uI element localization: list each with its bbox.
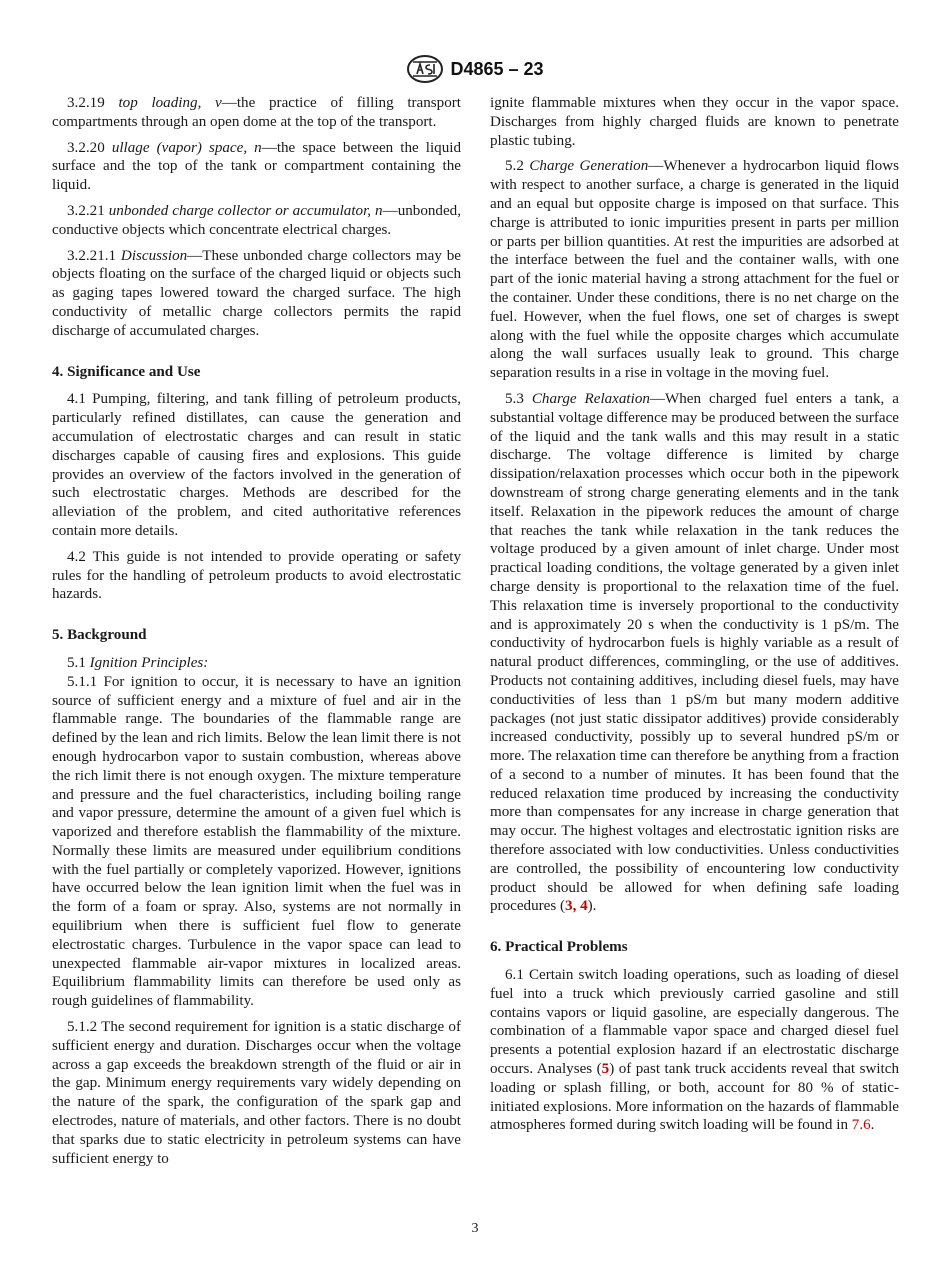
para-5-1-2-continued: ignite flammable mixtures when they occur in the vapor space. Discharges from highly charged fluids are known to penetrate plastic tubing. (490, 95, 899, 149)
para-3-2-21-1: 3.2.21.1 Discussion—These unbonded charge collectors may be objects floating on the surface of the charged liquid or objects such as gaging tapes lowered toward the charged surface. The high conductivity of metallic charge collectors permits the rapid discharge of accumulated charges. (52, 247, 461, 339)
reference-link-4[interactable]: 4 (580, 898, 588, 915)
reference-link-5[interactable]: 5 (601, 1061, 610, 1078)
page-number: 3 (471, 1221, 479, 1236)
para-3-2-20: 3.2.20 ullage (vapor) space, n—the space between the liquid surface and the top of the tank or compartment containing the liquid. (52, 139, 461, 194)
para-4-1: 4.1 Pumping, filtering, and tank filling of petroleum products, particularly refined distillates, can cause the generation and accumulation of electrostatic charges and can result in static discharges capable of causing fires and explosions. This guide provides an overview of the factors involved in the generation of such electrostatic charges. Methods are described for the alleviation of the problem, and cited authoritative references contain more details. (52, 391, 461, 539)
para-5-2: 5.2 Charge Generation—Whenever a hydrocarbon liquid flows with respect to another surface, a charge is generated in the liquid and an equal but opposite charge is imposed on that surface. This charge is attributed to ionic impurities present in parts per million or parts per billion quantities. At rest the impurities are adsorbed at the interface between the fuel and the container walls, with one part of the ionic material having a strong attachment for the fuel or the container. Under these conditions, there is no net charge on the fuel. However, when the fuel flows, one set of charges is swept along with the fuel while the opposite charges which accumulate along the wall surfaces usually leak to ground. This charge separation results in a rise in voltage in the moving fuel. (490, 158, 899, 382)
para-5-1-2: 5.1.2 The second requirement for ignition is a static discharge of sufficient energy and duration. Discharges occur when the voltage across a gap exceeds the breakdown strength of the fluid or air in the gap. Minimum energy requirements vary widely depending on the nature of the spark, the configuration of the spark gap and electrodes, nature of materials, and other factors. There is no doubt that sparks due to static electricity in petroleum systems can have sufficient energy to (52, 1019, 461, 1167)
section-5-heading: 5. Background (52, 627, 147, 644)
left-column (52, 94, 461, 1175)
para-3-2-19: 3.2.19 top loading, v—the practice of filling transport compartments through an open dome at the top of the transport. (52, 95, 461, 130)
cross-reference-7-6[interactable]: 7.6 (851, 1117, 871, 1134)
page-header (0, 52, 950, 86)
document-id: D4865 – 23 (450, 58, 544, 79)
right-column (490, 94, 899, 1142)
para-4-2: 4.2 This guide is not intended to provide operating or safety rules for the handling of petroleum products to avoid electrostatic hazards. (52, 548, 461, 603)
reference-link-3[interactable]: 3 (565, 898, 573, 915)
para-5-1: 5.1 Ignition Principles: (67, 654, 209, 671)
para-5-3: 5.3 Charge Relaxation—When charged fuel enters a tank, a substantial voltage difference may be produced between the surface of the liquid and the tank walls and this may result in a static discharge. The voltage difference is limited by charge dissipation/relaxation processes which occur both in the pipework downstream of strong charge generating elements and in the tank itself. Relaxation in the pipework reduces the amount of charge that reaches the tank while relaxation in the tank reduces the voltage produced by a given amount of inlet charge. Under most practical loading conditions, the voltage generated by a given inlet charge density is proportional to the relaxation time of the fuel. This relaxation time is inversely proportional to the conductivity and is approximately 20 s when the conductivity is 1 pS/m. The conductivity of hydrocarbon fuels is highly variable as a result of natural product differences, commingling, or the use of additives. Products not containing additives, including diesel fuels, may have conductivities of less than 1 pS/m but many modern additive packages (not just static dissipator additives) provide considerably increased conductivity, possibly up to several hundred pS/m or more. The relaxation time can therefore be anything from a fraction of a second to a number of minutes. It has been found that the reduced relaxation time produced by increasing the conductivity more than compensates for any increase in charge generation that may occur. The highest voltages and electrostatic ignition risks are therefore associated with low conductivities. Unless conductivities are controlled, the possibility of encountering low conductivity product should be allowed for when defining safe loading procedures (3, 4). (490, 390, 899, 915)
astm-logo-icon (406, 54, 444, 84)
para-6-1: 6.1 Certain switch loading operations, such as loading of diesel fuel into a truck which previously carried gasoline and still contains vapors or liquid gasoline, are especially dangerous. The combination of a flammable vapor space and charged diesel fuel presents a potential explosion hazard if an electrostatic discharge occurs. Analyses (5) of past tank truck accidents reveal that switch loading or splash filling, or both, account for 80 % of static-initiated explosions. More information on the hazards of flammable atmospheres formed during switch loading will be found in 7.6. (490, 967, 899, 1134)
para-3-2-21: 3.2.21 unbonded charge collector or accumulator, n—unbonded, conductive objects which concentrate electrical charges. (52, 202, 461, 238)
section-4-heading: 4. Significance and Use (52, 363, 201, 380)
para-5-1-1: 5.1.1 For ignition to occur, it is necessary to have an ignition source of sufficient energy and a mixture of fuel and air in the flammable range. The boundaries of the flammable range are defined by the lean and rich limits. Below the lean limit there is not enough hydrocarbon vapor to sustain combustion, whereas above the rich limit there is not enough oxygen. The mixture temperature and pressure and the fuel characteristics, including boiling range and vapor pressure, determine the amount of a given fuel which is vaporized and therefore establish the flammability of the mixture. Normally these limits are measured under equilibrium conditions with the fuel partially or completely vaporized. However, ignitions have occurred below the lean ignition limit when the fuel was in the form of a foam or spray. Also, systems are not normally in equilibrium when there is sufficient fuel flow to generate electrostatic charges. Turbulence in the vapor space can lead to unexpected flammable air-vapor mixtures in localized areas. Equilibrium flammability limits can therefore be used only as rough guidelines of flammability. (52, 673, 461, 1010)
section-6-heading: 6. Practical Problems (490, 939, 628, 956)
